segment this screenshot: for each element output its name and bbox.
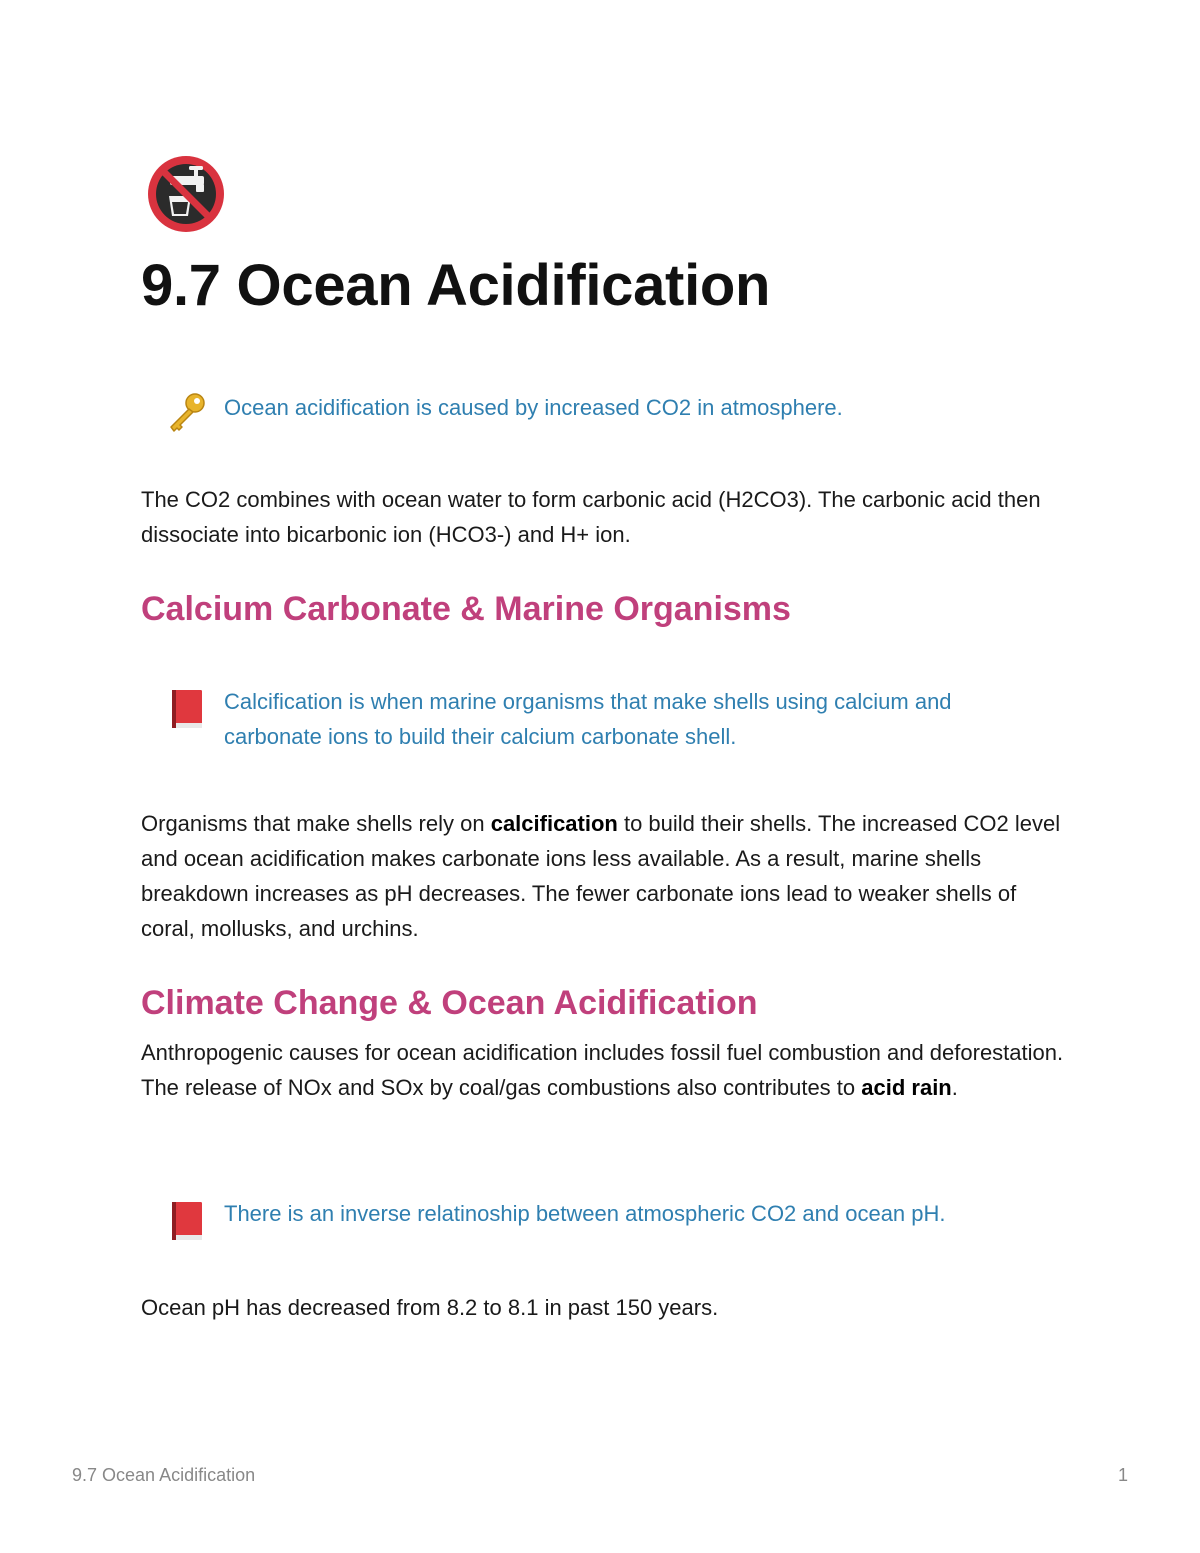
key-icon xyxy=(164,390,208,434)
callout-key-text: Ocean acidification is caused by increased CO2 in atmosphere. xyxy=(224,395,843,420)
callout-key xyxy=(164,390,1044,438)
footer-title: 9.7 Ocean Acidification xyxy=(72,1465,256,1485)
page-title: 9.7 Ocean Acidification xyxy=(141,253,771,318)
paragraph-anthropogenic-before: Anthropogenic causes for ocean acidification includes fossil fuel combustion and deforestation. The release of NOx and SOx by coal/gas combustions also contributes to xyxy=(141,1040,1064,1100)
heading-climate-change: Climate Change & Ocean Acidification xyxy=(141,984,758,1022)
paragraph-anthropogenic xyxy=(141,1035,1071,1105)
paragraph-anthropogenic-after: . xyxy=(951,1075,958,1100)
paragraph-ocean-ph: Ocean pH has decreased from 8.2 to 8.1 in past 150 years. xyxy=(141,1295,719,1320)
closed-red-book-icon xyxy=(164,1198,208,1242)
closed-red-book-icon xyxy=(164,686,208,730)
non-potable-water-icon xyxy=(144,152,228,236)
paragraph-calcification-before: Organisms that make shells rely on xyxy=(141,811,491,836)
heading-calcium-carbonate: Calcium Carbonate & Marine Organisms xyxy=(141,590,791,628)
paragraph-calcification xyxy=(141,806,1071,946)
paragraph-calcification-after: to build their shells. The increased CO2 level and ocean acidification makes carbonate ions less available. As a result, marine shells breakdown increases as pH decreases. The fewer carbonate ions lead to weaker shells of coral, mollusks, and urchins. xyxy=(141,811,1061,941)
page-number: 1 xyxy=(1118,1465,1129,1485)
term-acid-rain: acid rain xyxy=(861,1075,952,1100)
paragraph-co2-carbonic-acid: The CO2 combines with ocean water to form carbonic acid (H2CO3). The carbonic acid then dissociate into bicarbonic ion (HCO3-) and H+ ion. xyxy=(141,487,1041,547)
callout-inverse-relationship-text: There is an inverse relatinoship between atmospheric CO2 and ocean pH. xyxy=(224,1201,946,1226)
term-calcification: calcification xyxy=(490,811,618,836)
callout-inverse-relationship xyxy=(164,1196,1044,1244)
callout-calcification xyxy=(164,684,1044,756)
callout-calcification-text: Calcification is when marine organisms that make shells using calcium and carbonate ions to build their calcium carbonate shell. xyxy=(224,689,952,749)
